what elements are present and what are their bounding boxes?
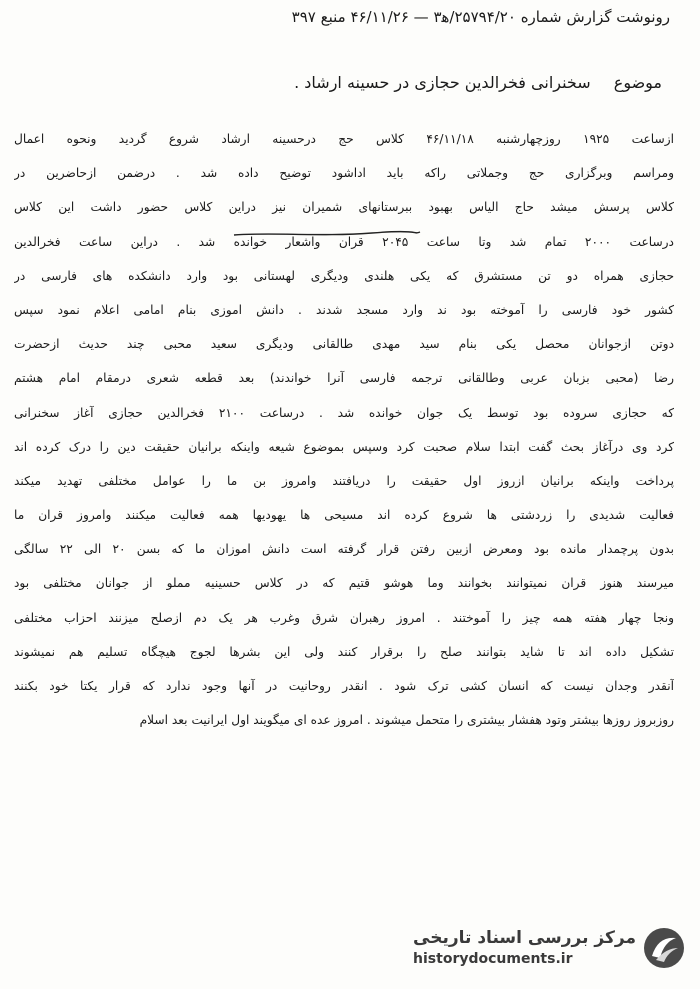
- report-body: [14, 122, 674, 737]
- watermark-text: [413, 927, 636, 969]
- body-line: تشکیل داده اند تا شاید بتوانند صلح را برقرار کنند ولی این بشرها لجوج هیچگاه تسلیم هم نمیشوند: [14, 644, 674, 659]
- body-line: بدون پرچمدار مانده بود ومعرض ازبین رفتن قرار گرفته است دانش اموزان ما که بسن ۲۰ الی ۲۲ سالگی: [14, 542, 674, 557]
- body-line: میرسند هنوز قران نمیتوانند بخوانند وما هوشو قتیم که در کلاس حسینیه مملو از جوانان مختلفی بود: [14, 576, 674, 591]
- archive-url: historydocuments.ir: [413, 951, 573, 967]
- subject-label: موضوع: [613, 73, 662, 92]
- body-line: روزبروز روزها بیشتر وتود هفشار بیشتری را متحمل میشوند . امروز عده ای میگویند اول ایرانیت بعد اسلام: [139, 713, 674, 728]
- body-line: فعالیت شدیدی را زردشتی ها شروع کرده اند مسیحی ها یهودیها همه فعالیت میکنند وامروز قران ما: [14, 508, 674, 523]
- watermark-footer: [413, 921, 686, 975]
- body-line: حجازی همراه دو تن مستشرق که یکی هلندی ودیگری لهستانی بود وارد دانشکده های فارسی در: [14, 268, 674, 283]
- body-line: که حجازی سروده بود توسط یک جوان خوانده شد . درساعت ۲۱۰۰ فخرالدین حجازی آغاز سخنرانی: [14, 405, 674, 420]
- body-line: پرداخت واینکه برانیان ازروز اول حقیقت را دریافتند وامروز بن ما را عوامل مختلفی تهدید میکند: [14, 473, 674, 488]
- subject-text: سخنرانی فخرالدین حجازی در حسینه ارشاد .: [294, 73, 591, 92]
- body-line: ازساعت ۱۹۲۵ روزچهارشنبه ۴۶/۱۱/۱۸ کلاس حج درحسینه ارشاد شروع گردید ونحوه اعمال: [14, 132, 674, 146]
- body-line: کرد وی درآغاز بحث گفت ابتدا سلام صحبت کرد وسپس بموضوع شیعه واینکه برانیان حقیقت دین را درک کرده اند: [14, 439, 674, 454]
- subject-line: [42, 73, 662, 92]
- archive-name: مرکز بررسی اسناد تاریخی: [413, 928, 636, 948]
- document-header: رونوشت گزارش شماره ۲۵۷۹۴/۲۰/ه‍۳ — ۴۶/۱۱/۲۶ منبع ۳۹۷: [291, 8, 670, 26]
- body-line: رضا (محبی بزبان عربی وطالقانی ترجمه فارسی آنرا خواندند) بعد قطعه شعری درمقام امام هشتم: [14, 371, 674, 386]
- body-line: کشور خود فارسی را آموخته بود ند وارد مسجد شدند . دانش اموزی بنام امامی اعلام نمود سپس: [14, 302, 674, 317]
- body-line: ومراسم وبرگزاری حج وجملاتی راکه باید اداشود توضیح داده شد . درضمن ازحاضرین در: [14, 166, 674, 181]
- body-line: آنقدر وجدان نیست که انسان کشی ترک شود . انقدر روحانیت در آنها وجود ندارد که قرار یکتا خود بکنند: [14, 679, 674, 693]
- body-line: کلاس پرسش میشد حاج الیاس بهبود ببرستانهای شمیران نیز دراین کلاس حضور داشت این کلاس: [14, 200, 674, 215]
- body-line: ونجا چهار هفته همه چیز را آموختند . امروز رهبران شرق وغرب هر یک دم ازصلح میزنند احزاب مختلفی: [14, 610, 674, 625]
- archive-emblem-icon: [642, 926, 686, 970]
- body-line: درساعت ۲۰۰۰ تمام شد وتا ساعت ۲۰۴۵ قران واشعار خوانده شد . دراین ساعت فخرالدین: [14, 234, 674, 249]
- body-line: دوتن ازجوانان محصل یکی بنام سید مهدی طالقانی ودیگری سعید محبی چند حدیث ازحضرت: [14, 337, 674, 352]
